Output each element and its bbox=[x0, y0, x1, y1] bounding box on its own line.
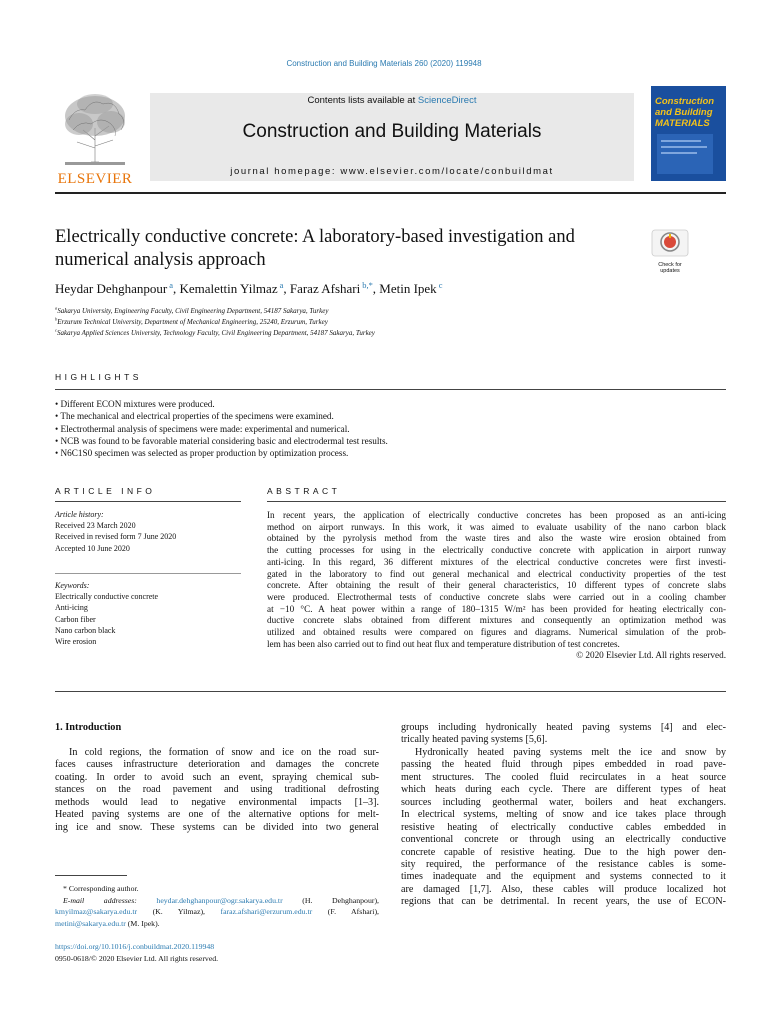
journal-title: Construction and Building Materials bbox=[242, 121, 542, 142]
email-owner: (F. Afshari), bbox=[312, 907, 379, 916]
highlight-item: • N6C1S0 specimen was selected as proper production by optimization process. bbox=[55, 448, 349, 459]
body-line: times inadequate and the equipment and systems connected to it bbox=[401, 871, 726, 883]
contents-availability bbox=[150, 95, 634, 106]
highlight-item: • Electrothermal analysis of specimens were made: experimental and numerical. bbox=[55, 423, 350, 434]
publisher-name: ELSEVIER bbox=[57, 171, 133, 187]
cover-title: Construction and Building MATERIALS bbox=[655, 96, 715, 129]
author-separator: , bbox=[372, 281, 380, 296]
author-name[interactable]: Faraz Afshari bbox=[289, 281, 361, 296]
email-addresses bbox=[55, 895, 379, 930]
abstract-line: at −10 °C. A heat power within a range of 180–1315 W/m² has been provided for heating electrically con- bbox=[267, 603, 726, 614]
contents-prefix: Contents lists available at bbox=[307, 95, 418, 106]
email-link[interactable]: faraz.afshari@erzurum.edu.tr bbox=[220, 907, 313, 916]
email-link[interactable]: metini@sakarya.edu.tr bbox=[55, 918, 126, 928]
email-link[interactable]: heydar.dehghanpour@ogr.sakarya.edu.tr bbox=[156, 895, 283, 905]
keyword[interactable]: Carbon fiber bbox=[55, 614, 96, 624]
abstract-line: obtained by the pyrolysis method from the waste tires and also the waste wire erosion obtained from bbox=[267, 533, 726, 544]
body-line: methods would lead to negative environmental impacts [1–3]. bbox=[55, 796, 379, 808]
email-link[interactable]: kmyilmaz@sakarya.edu.tr bbox=[55, 907, 138, 916]
author-separator: , bbox=[173, 281, 180, 296]
keyword[interactable]: Nano carbon black bbox=[55, 625, 116, 635]
email-owner: (K. Yilmaz), bbox=[137, 907, 221, 916]
body-line: sources including geothermal water, boilers and heat exchangers. bbox=[401, 796, 726, 808]
elsevier-logo[interactable] bbox=[55, 90, 135, 187]
body-line: stances on the road pavement and using traditional defrosting bbox=[55, 784, 379, 796]
check-updates-icon bbox=[651, 229, 689, 257]
body-line: Hydronically heated paving systems melt the ice and snow by bbox=[415, 746, 726, 758]
abstract-heading: ABSTRACT bbox=[267, 486, 341, 496]
affiliation-b: $^b$Erzurum Technical University, Department of Mechanical Engineering, 25240, Erzurum, Turkey bbox=[55, 316, 328, 326]
body-line: groups including hydronically heated paving systems [4] and elec- bbox=[401, 722, 726, 733]
received-date: Received 23 March 2020 bbox=[55, 521, 136, 531]
check-for-updates-badge[interactable] bbox=[651, 229, 689, 274]
abstract-line: In recent years, the application of electrically conductive concretes has been proposed as an anti-icing bbox=[267, 510, 726, 520]
corresponding-author-note: * Corresponding author. bbox=[63, 884, 139, 893]
footnotes bbox=[55, 883, 379, 929]
abstract-line: method on airport runways. In this work, it was aimed to evaluate usability of the nano carbon black bbox=[267, 521, 726, 532]
intro-left-column bbox=[55, 747, 379, 834]
cover-decoration bbox=[661, 152, 697, 154]
journal-homepage[interactable]: journal homepage: www.elsevier.com/locate/conbuildmat bbox=[230, 166, 554, 177]
body-line: Heated paving systems are one of the alternative options for melt- bbox=[55, 809, 379, 821]
body-line: sity required, the performance of the resistance cables is some- bbox=[401, 858, 726, 870]
abstract-line: lem has been also carried out to find out heat flux and temperature distribution of test concretes. bbox=[267, 638, 620, 649]
keywords bbox=[55, 580, 235, 647]
accepted-date: Accepted 10 June 2020 bbox=[55, 543, 130, 553]
journal-cover[interactable] bbox=[651, 86, 726, 181]
highlights-list bbox=[55, 398, 655, 459]
abstract-body bbox=[267, 510, 726, 662]
abstract-copyright: © 2020 Elsevier Ltd. All rights reserved. bbox=[576, 650, 726, 661]
abstract-line: ductive concrete slabs obtained from different mixtures and consequently an optimization method was bbox=[267, 615, 726, 626]
body-line: In electrical systems, melting of snow and ice takes place through bbox=[401, 809, 726, 821]
keywords-label: Keywords: bbox=[55, 581, 90, 590]
body-line: faces causes infrastructure deterioration and damages the concrete bbox=[55, 759, 379, 771]
doi-block bbox=[55, 941, 218, 964]
email-owner: (H. Dehghanpour), bbox=[282, 895, 379, 905]
highlights-divider bbox=[55, 389, 726, 390]
body-line: passing the heated fluid through pipes embedded in road pave- bbox=[401, 759, 726, 771]
abstract-line: utilized and obtained results were compared on figures and diagrams. Numerical simulation of the prob- bbox=[267, 627, 726, 638]
body-line: are damaged [1,7]. Also, these cables will produce localized hot bbox=[401, 883, 726, 895]
body-line: resistive heating of electrically conductive cables embedded in bbox=[401, 821, 726, 833]
author-affiliation-mark[interactable]: a bbox=[279, 279, 284, 290]
introduction-heading: 1. Introduction bbox=[55, 722, 122, 733]
email-owner: (M. Ipek). bbox=[125, 918, 160, 928]
keywords-divider bbox=[55, 573, 241, 574]
author-affiliation-mark[interactable]: a bbox=[169, 279, 174, 290]
issn-copyright: 0950-0618/© 2020 Elsevier Ltd. All rights reserved. bbox=[55, 953, 219, 963]
abstract-line: the cutting processes for using in the electrically conductive concrete with application in airport runway bbox=[267, 545, 726, 556]
keyword[interactable]: Electrically conductive concrete bbox=[55, 592, 159, 602]
revised-date: Received in revised form 7 June 2020 bbox=[55, 532, 177, 542]
affiliation-a: $^a$Sakarya University, Engineering Faculty, Civil Engineering Department, 54187 Sakarya, Turkey bbox=[55, 305, 329, 315]
front-matter-divider bbox=[55, 691, 726, 692]
author-affiliation-mark[interactable]: b,* bbox=[362, 279, 373, 290]
author-name[interactable]: Metin Ipek bbox=[379, 281, 437, 296]
body-line: regions that can be detrimental. In recent years, the use of ECON- bbox=[401, 896, 726, 908]
body-line: In cold regions, the formation of snow and ice on the road sur- bbox=[69, 747, 379, 758]
intro-right-column bbox=[401, 722, 726, 909]
elsevier-tree-icon bbox=[55, 90, 135, 168]
article-info-heading: ARTICLE INFO bbox=[55, 486, 156, 496]
sciencedirect-link[interactable]: ScienceDirect bbox=[417, 95, 477, 106]
body-line: trically heated paving systems [5,6]. bbox=[401, 734, 548, 746]
abstract-line: anti-icing. In this regard, 36 different mixtures of the electrical conductive concretes were first investi- bbox=[267, 556, 726, 567]
cover-decoration bbox=[661, 146, 707, 148]
body-line: ment structures. The cooled fluid recirculates in a heat source bbox=[401, 771, 726, 783]
abstract-line: gated in the laboratory to find out general mechanical and electrical conductivity properties of the test bbox=[267, 568, 726, 579]
author-affiliation-mark[interactable]: c bbox=[438, 279, 443, 290]
doi-link[interactable]: https://doi.org/10.1016/j.conbuildmat.2020.119948 bbox=[55, 942, 215, 951]
footnote-divider bbox=[55, 875, 127, 876]
body-line: ing ice and snow. These systems can be divided into two general bbox=[55, 821, 379, 833]
keyword[interactable]: Anti-icing bbox=[55, 603, 88, 613]
highlight-item: • NCB was found to be favorable material considering basic and electrodermal test results. bbox=[55, 435, 388, 446]
email-label: E-mail addresses: bbox=[63, 895, 157, 905]
abstract-line: were produced. Electrothermal tests of conductive concrete slabs were carried out in a cooling chamber bbox=[267, 591, 726, 602]
header-divider bbox=[55, 192, 726, 194]
body-line: which heats during each cycle. There are different types of heat bbox=[401, 784, 726, 796]
author-separator: , bbox=[283, 281, 290, 296]
abstract-divider bbox=[267, 501, 726, 502]
body-line: conventional concrete or through using an electrically conductive bbox=[401, 834, 726, 846]
author-name[interactable]: Kemalettin Yilmaz bbox=[179, 281, 278, 296]
article-info-divider bbox=[55, 501, 241, 502]
check-updates-label: Check for updates bbox=[658, 262, 682, 274]
affiliation-c: $^c$Sakarya Applied Sciences University, Technology Faculty, Civil Engineering Department, 54187 Sakarya, Turkey bbox=[55, 327, 375, 337]
highlight-item: • The mechanical and electrical properties of the specimens were examined. bbox=[55, 411, 334, 422]
body-line: concrete capable of resistive heating. Due to the high power den- bbox=[401, 846, 726, 858]
highlight-item: • Different ECON mixtures were produced. bbox=[55, 399, 215, 409]
cover-decoration bbox=[661, 140, 701, 142]
highlights-heading: HIGHLIGHTS bbox=[55, 372, 142, 382]
article-history-label: Article history: bbox=[55, 510, 104, 519]
body-line: coating. In order to avoid such an event, spraying chemical sub- bbox=[55, 771, 379, 783]
keyword[interactable]: Wire erosion bbox=[55, 637, 97, 647]
article-history bbox=[55, 509, 235, 554]
journal-reference[interactable]: Construction and Building Materials 260 (2020) 119948 bbox=[286, 59, 482, 68]
author-list bbox=[55, 281, 635, 297]
abstract-line: concrete. After obtaining the result of their general characteristics, 10 different types of concrete slabs bbox=[267, 580, 726, 591]
author-name[interactable]: Heydar Dehghanpour bbox=[55, 281, 168, 296]
article-title: Electrically conductive concrete: A laboratory-based investigation and numerical analysis approach bbox=[55, 227, 575, 270]
